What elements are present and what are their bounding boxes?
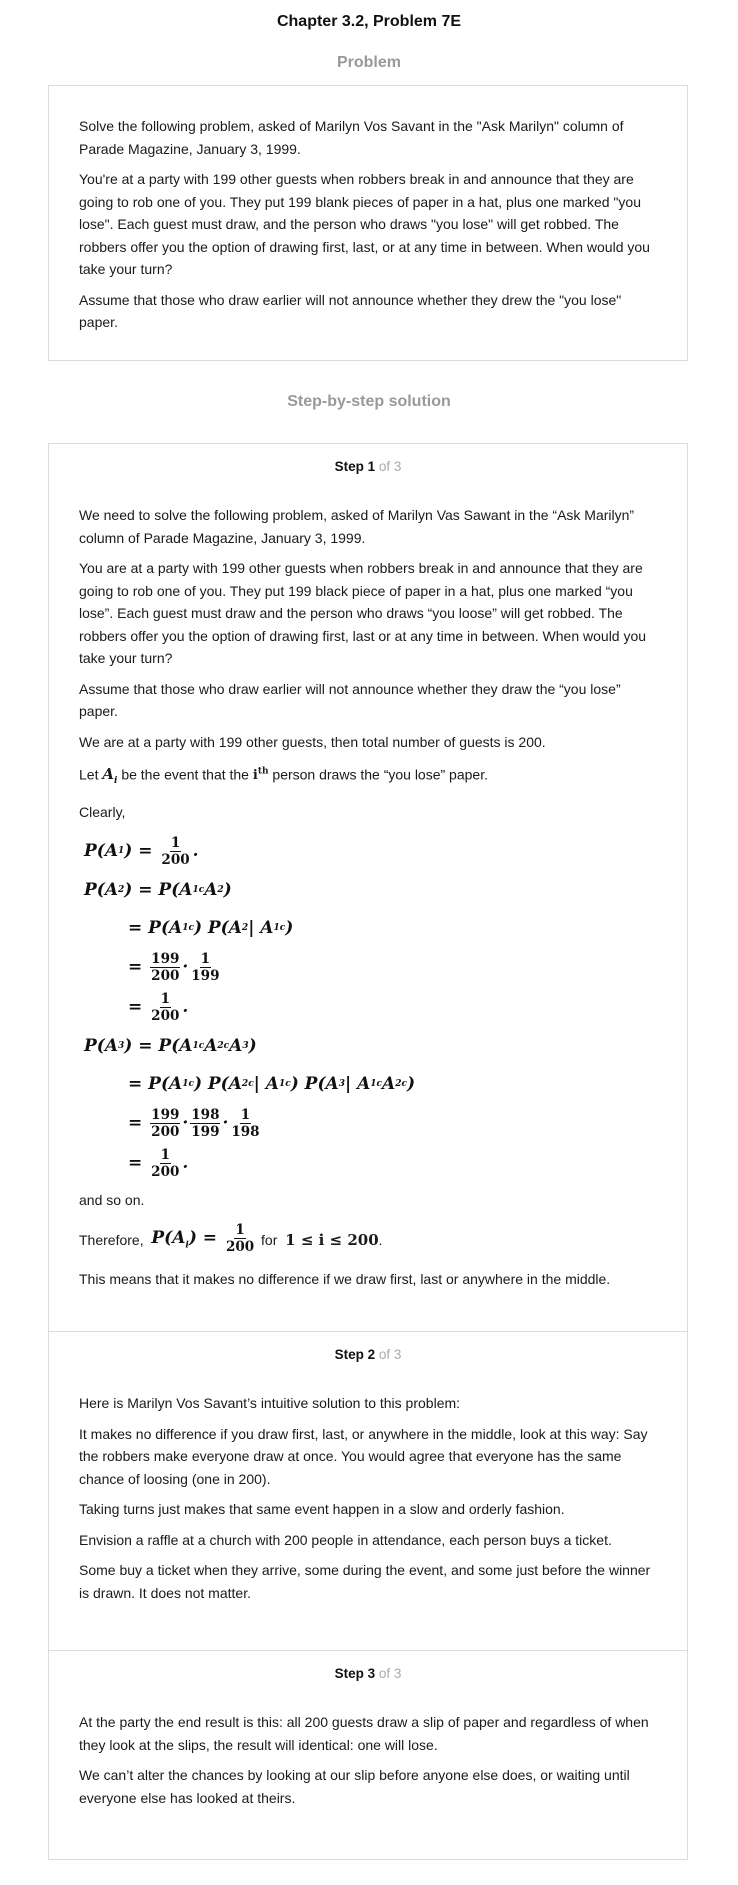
and-so-on-text: and so on. [79, 1192, 145, 1209]
step-paragraph: We are at a party with 199 other guests, then total number of guests is 200. [79, 733, 546, 750]
eq-p-a2-line2: = P(A 1 c ) P(A 2 | A 1 c ) [128, 918, 294, 939]
step-3-title: Step 3 of 3 [334, 1666, 402, 1681]
eq-p-a3: P(A 3 ) = P(A 1 c A 2 c A 3 ) [84, 1036, 257, 1057]
clearly-text: Clearly, [79, 803, 126, 820]
problem-paragraph: Assume that those who draw earlier will not announce whether they drew the "you lose" paper. [79, 291, 622, 330]
eq-p-a2: P(A 2 ) = P(A 1 c A 2 ) [84, 880, 232, 901]
eq-p-a3-line4: = $\frac{1}{200}$ . [128, 1146, 189, 1180]
solution-heading: Step-by-step solution [287, 393, 451, 410]
step-paragraph: You are at a party with 199 other guests when robbers break in and announce that they are going to rob one of you. They put 199 black piece of paper in a hat, plus one marked “you lose”. Each guest must draw and the person who draws “you loose” will get robbed. The robbers offer you the option of drawing first, last or at any time in between. When would you take your turn? [79, 560, 647, 666]
step-3 [49, 1651, 687, 1859]
step-paragraph: It makes no difference if you draw first, last, or anywhere in the middle, look at this way: Say the robbers make everyone draw at once. You would agree that everyone has the same chance of loosing (one in 200). [79, 1425, 648, 1487]
step-2 [49, 1332, 687, 1651]
problem-card [48, 85, 688, 361]
step-paragraph: Some buy a ticket when they arrive, some during the event, and some just before the winner is drawn. It does not matter. [79, 1562, 651, 1601]
eq-p-a2-line4: = $\frac{1}{200}$ . [128, 990, 189, 1024]
problem-paragraph: You're at a party with 199 other guests when robbers break in and announce that they are going to rob one of you. They put 199 blank pieces of paper in a hat, plus one marked "you lose". Each guest must draw, and the person who draws "you lose" will get robbed. The robbers offer you the option of drawing first, last, or at any time in between. When would you take your turn? [79, 171, 650, 277]
eq-p-a3-line3: = $\frac{199}{200}$ · $\frac{198}{199}$ · $\frac{1}{198}$ [128, 1106, 260, 1140]
step-paragraph: Assume that those who draw earlier will not announce whether they draw the “you lose” paper. [79, 680, 621, 719]
step-paragraph: We can’t alter the chances by looking at our slip before anyone else does, or waiting until everyone else has looked at theirs. [79, 1767, 630, 1806]
probability-equations [79, 831, 657, 1183]
eq-p-a1: P(A 1 ) = $\frac{1}{200}$ . [84, 834, 199, 868]
therefore-line: Therefore, $P(A_i)$ = $\frac{1}{200}$ for 1 ≤ i ≤ 200 . [79, 1222, 383, 1256]
problem-heading: Problem [336, 54, 401, 71]
step-conclusion: This means that it makes no difference if we draw first, last or anywhere in the middle. [79, 1270, 611, 1287]
step-paragraph: Here is Marilyn Vos Savant’s intuitive solution to this problem: [79, 1395, 461, 1411]
step-paragraph: Envision a raffle at a church with 200 people in attendance, each person buys a ticket. [79, 1531, 612, 1548]
let-line: Let $A_i$ be the event that the $i^{th}$ person draws the “you lose” paper. [79, 765, 488, 787]
step-paragraph: Taking turns just makes that same event happen in a slow and orderly fashion. [79, 1501, 565, 1517]
step-1-title: Step 1 of 3 [334, 459, 402, 474]
page-title: Chapter 3.2, Problem 7E [276, 13, 462, 30]
step-2-title: Step 2 of 3 [334, 1347, 402, 1362]
problem-paragraph: Solve the following problem, asked of Marilyn Vos Savant in the "Ask Marilyn" column of Parade Magazine, January 3, 1999. [79, 118, 624, 157]
step-paragraph: We need to solve the following problem, asked of Marilyn Vas Sawant in the “Ask Marilyn” column of Parade Magazine, January 3, 1999. [79, 507, 635, 546]
step-paragraph: At the party the end result is this: all 200 guests draw a slip of paper and regardless of when they look at the slips, the result will identical: one will lose. [79, 1714, 649, 1753]
eq-p-a3-line2: = P(A 1 c ) P(A 2 c | A 1 c ) P(A 3 | A 1 c A 2 c ) [128, 1074, 416, 1095]
eq-p-a2-line3: = $\frac{199}{200}$ · $\frac{1}{199}$ [128, 950, 220, 984]
step-1 [49, 444, 687, 1332]
solution-card [48, 443, 688, 1860]
